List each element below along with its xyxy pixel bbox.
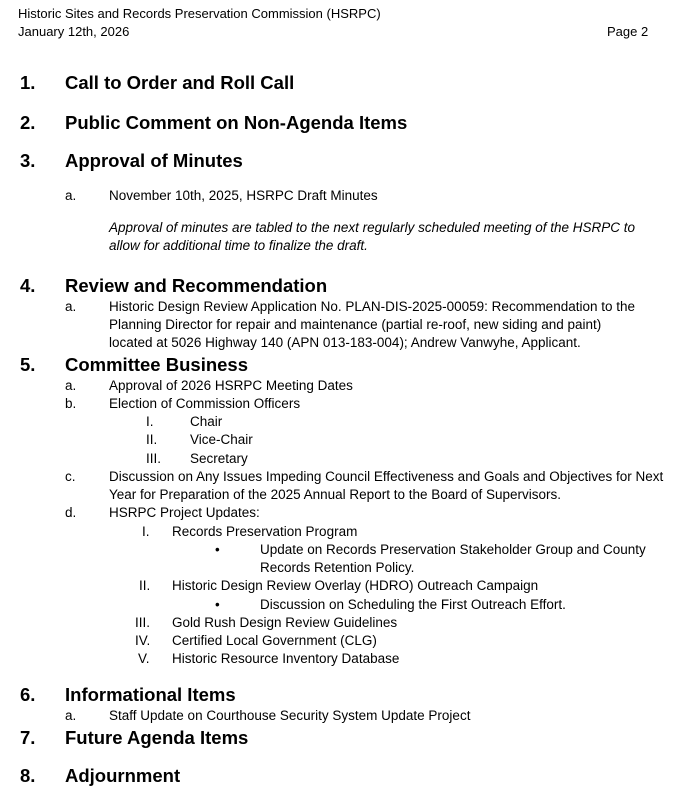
subitem-text: Records Preservation Program	[172, 524, 358, 539]
subitem-text: Secretary	[190, 451, 248, 466]
item-text: November 10th, 2025, HSRPC Draft Minutes	[109, 188, 378, 203]
section-title: Public Comment on Non-Agenda Items	[65, 112, 408, 133]
section-number: 3.	[20, 150, 36, 171]
bullet-text-line: Discussion on Scheduling the First Outreach Effort.	[260, 597, 566, 612]
section-title: Committee Business	[65, 354, 248, 375]
section-title: Informational Items	[65, 684, 236, 705]
section-title: Approval of Minutes	[65, 150, 243, 171]
item-text: HSRPC Project Updates:	[109, 505, 260, 520]
section-number: 6.	[20, 684, 36, 705]
item-letter: a.	[65, 299, 77, 314]
item-letter: d.	[65, 505, 77, 520]
header-page-number: Page 2	[607, 24, 649, 39]
section-number: 5.	[20, 354, 36, 375]
subitem-numeral: II.	[146, 432, 158, 447]
subitem-numeral: II.	[139, 578, 151, 593]
subitem-numeral: IV.	[135, 633, 151, 648]
item-text-line: Planning Director for repair and maintenance (partial re-roof, new siding and paint)	[109, 317, 602, 332]
item-letter: a.	[65, 378, 77, 393]
subitem-text: Historic Resource Inventory Database	[172, 651, 400, 666]
minutes-note-line: Approval of minutes are tabled to the next regularly scheduled meeting of the HSRPC to	[109, 220, 636, 235]
bullet-text-line: Records Retention Policy.	[260, 560, 415, 575]
item-letter: b.	[65, 396, 77, 411]
minutes-note-line: allow for additional time to finalize the draft.	[109, 238, 368, 253]
section-number: 8.	[20, 765, 36, 786]
item-text: Election of Commission Officers	[109, 396, 301, 411]
section-number: 1.	[20, 72, 36, 93]
item-letter: c.	[65, 469, 76, 484]
subitem-numeral: III.	[135, 615, 151, 630]
item-text-line: Discussion on Any Issues Impeding Council Effectiveness and Goals and Objectives for Next	[109, 469, 664, 484]
section-number: 7.	[20, 727, 36, 748]
section-title: Call to Order and Roll Call	[65, 72, 295, 93]
section-number: 2.	[20, 112, 36, 133]
subitem-text: Certified Local Government (CLG)	[172, 633, 377, 648]
section-title: Future Agenda Items	[65, 727, 249, 748]
item-text-line: located at 5026 Highway 140 (APN 013-183-004); Andrew Vanwyhe, Applicant.	[109, 335, 581, 350]
subitem-numeral: I.	[142, 524, 150, 539]
subitem-text: Historic Design Review Overlay (HDRO) Outreach Campaign	[172, 578, 539, 593]
subitem-text: Gold Rush Design Review Guidelines	[172, 615, 398, 630]
section-number: 4.	[20, 275, 36, 296]
bullet-icon: •	[215, 542, 220, 557]
item-text-line: Historic Design Review Application No. PLAN-DIS-2025-00059: Recommendation to the	[109, 299, 636, 314]
item-letter: a.	[65, 708, 77, 723]
subitem-numeral: V.	[138, 651, 150, 666]
subitem-numeral: III.	[146, 451, 162, 466]
item-text: Staff Update on Courthouse Security System Update Project	[109, 708, 471, 723]
item-text: Approval of 2026 HSRPC Meeting Dates	[109, 378, 353, 393]
subitem-text: Vice-Chair	[190, 432, 253, 447]
subitem-text: Chair	[190, 414, 223, 429]
subitem-numeral: I.	[146, 414, 154, 429]
header-org: Historic Sites and Records Preservation Commission (HSRPC)	[18, 6, 381, 21]
section-title: Adjournment	[65, 765, 181, 786]
section-title: Review and Recommendation	[65, 275, 328, 296]
bullet-text-line: Update on Records Preservation Stakeholder Group and County	[260, 542, 646, 557]
item-letter: a.	[65, 188, 77, 203]
bullet-icon: •	[215, 597, 220, 612]
item-text-line: Year for Preparation of the 2025 Annual Report to the Board of Supervisors.	[109, 487, 562, 502]
header-date: January 12th, 2026	[18, 24, 130, 39]
